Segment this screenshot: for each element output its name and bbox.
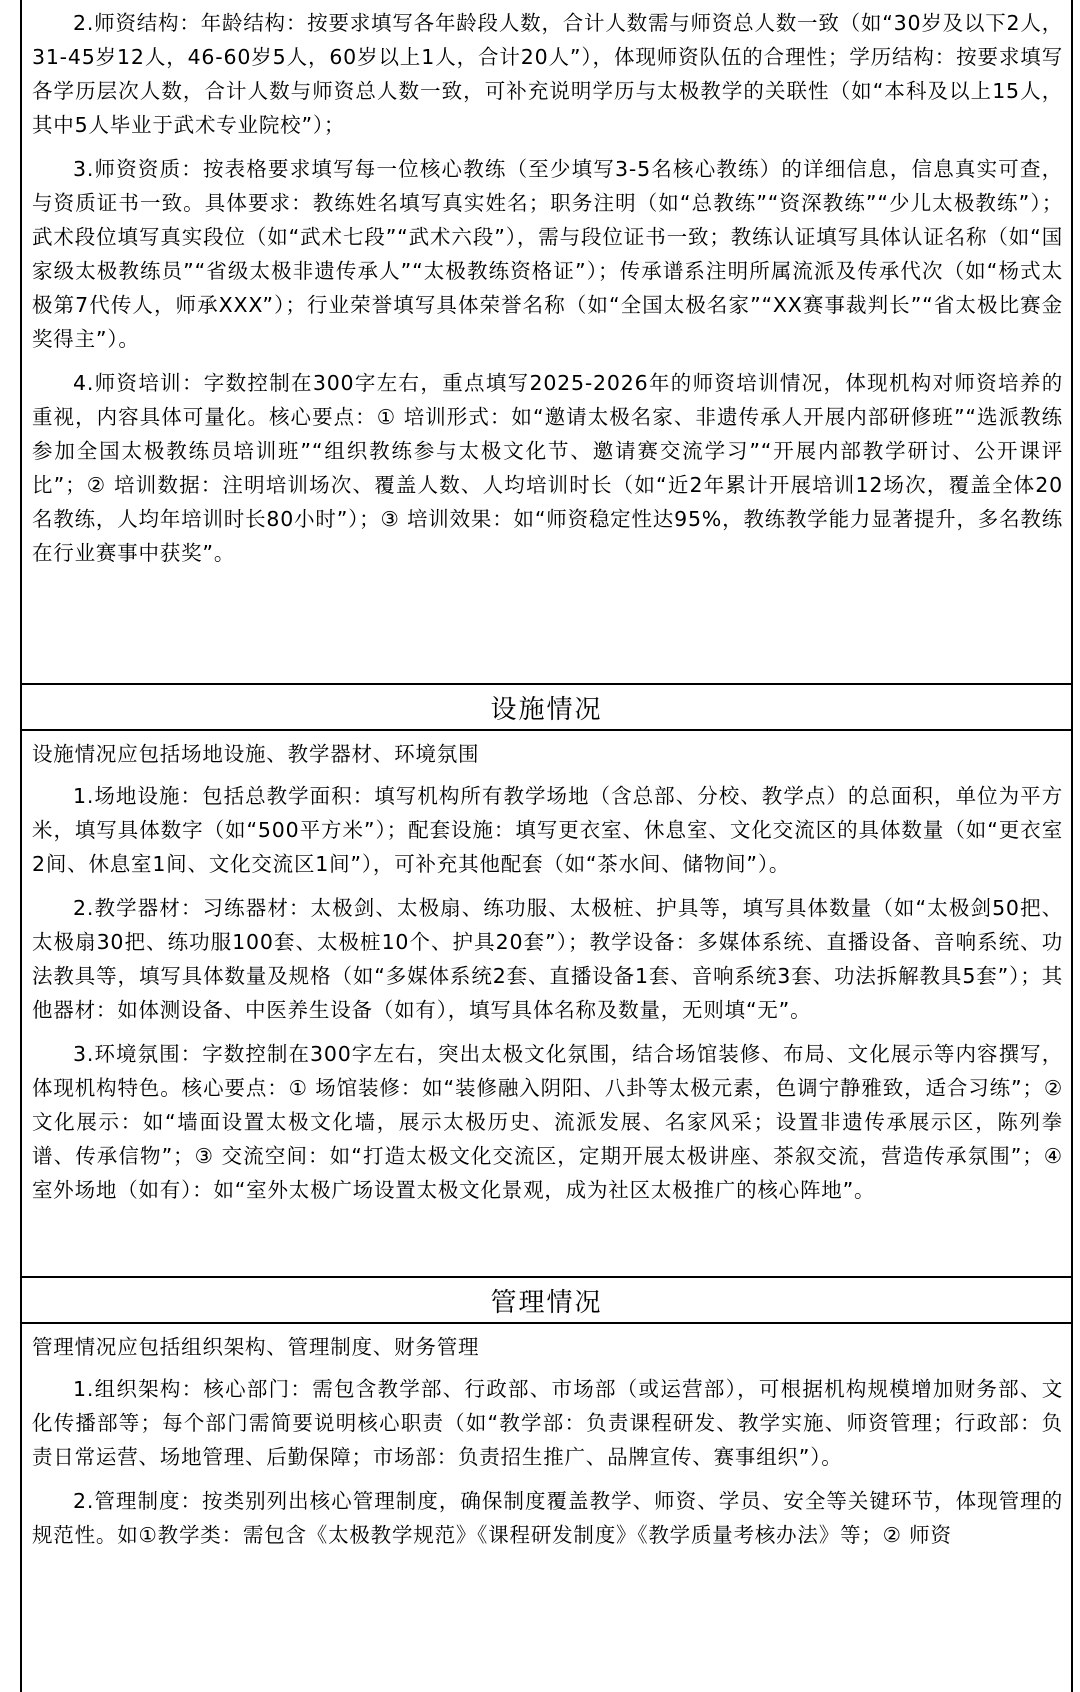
venue-facilities-paragraph: 1.场地设施：包括总教学面积：填写机构所有教学场地（含总部、分校、教学点）的总面积，单位为平方米，填写具体数字（如“500平方米”）；配套设施：填写更衣室、休息室、文化交流区的具体数量（如“更衣室2间、休息室1间、文化交流区1间”），可补充其他配套（如“茶水间、储物间”）。 xyxy=(32,784,1063,876)
management-intro: 管理情况应包括组织架构、管理制度、财务管理 xyxy=(32,1335,480,1359)
management-system-paragraph: 2.管理制度：按类别列出核心管理制度，确保制度覆盖教学、师资、学员、安全等关键环节，体现管理的规范性。如①教学类：需包含《太极教学规范》《课程研发制度》《教学质量考核办法》等；② 师资 xyxy=(32,1489,1063,1547)
facilities-intro: 设施情况应包括场地设施、教学器材、环境氛围 xyxy=(32,742,480,766)
teacher-section-cell xyxy=(22,0,1071,683)
teaching-equipment-paragraph: 2.教学器材：习练器材：太极剑、太极扇、练功服、太极桩、护具等，填写具体数量（如“太极剑50把、太极扇30把、练功服100套、太极桩10个、护具20套”）；教学设备：多媒体系统、直播设备、音响系统、功法教具等，填写具体数量及规格（如“多媒体系统2套、直播设备1套、音响系统3套、功法拆解教具5套”）；其他器材：如体测设备、中医养生设备（如有），填写具体名称及数量，无则填“无”。 xyxy=(32,896,1063,1022)
management-heading: 管理情况 xyxy=(490,1287,603,1318)
facilities-section-cell xyxy=(22,731,1071,1276)
teacher-structure-paragraph: 2.师资结构：年龄结构：按要求填写各年龄段人数，合计人数需与师资总人数一致（如“30岁及以下2人，31-45岁12人，46-60岁5人，60岁以上1人，合计20人”），体现师资队伍的合理性；学历结构：按要求填写各学历层次人数，合计人数与师资总人数一致，可补充说明学历与太极教学的关联性（如“本科及以上15人，其中5人毕业于武术专业院校”）； xyxy=(32,11,1064,137)
environment-paragraph: 3.环境氛围：字数控制在300字左右，突出太极文化氛围，结合场馆装修、布局、文化展示等内容撰写，体现机构特色。核心要点：① 场馆装修：如“装修融入阴阳、八卦等太极元素，色调宁静雅致，适合习练”；② 文化展示：如“墙面设置太极文化墙，展示太极历史、流派发展、名家风采；设置非遗传承展示区，陈列拳谱、传承信物”；③ 交流空间：如“打造太极文化交流区，定期开展太极讲座、茶叙交流，营造传承氛围”；④ 室外场地（如有）：如“室外太极广场设置太极文化景观，成为社区太极推广的核心阵地”。 xyxy=(32,1042,1063,1202)
teacher-qualification-paragraph: 3.师资资质：按表格要求填写每一位核心教练（至少填写3-5名核心教练）的详细信息，信息真实可查，与资质证书一致。具体要求：教练姓名填写真实姓名；职务注明（如“总教练”“资深教练”“少儿太极教练”）；武术段位填写真实段位（如“武术七段”“武术六段”），需与段位证书一致；教练认证填写具体认证名称（如“国家级太极教练员”“省级太极非遗传承人”“太极教练资格证”）；传承谱系注明所属流派及传承代次（如“杨式太极第7代传人，师承XXX”）；行业荣誉填写具体荣誉名称（如“全国太极名家”“XX赛事裁判长”“省太极比赛金奖得主”）。 xyxy=(32,157,1063,351)
management-heading-row xyxy=(22,1276,1071,1324)
org-structure-paragraph: 1.组织架构：核心部门：需包含教学部、行政部、市场部（或运营部），可根据机构规模增加财务部、文化传播部等；每个部门需简要说明核心职责（如“教学部：负责课程研发、教学实施、师资管理；行政部：负责日常运营、场地管理、后勤保障；市场部：负责招生推广、品牌宣传、赛事组织”）。 xyxy=(32,1377,1063,1469)
facilities-heading: 设施情况 xyxy=(490,694,603,725)
facilities-heading-row xyxy=(22,683,1071,731)
teacher-training-paragraph: 4.师资培训：字数控制在300字左右，重点填写2025-2026年的师资培训情况，体现机构对师资培养的重视，内容具体可量化。核心要点：① 培训形式：如“邀请太极名家、非遗传承人开展内部研修班”“选派教练参加全国太极教练员培训班”“组织教练参与太极文化节、邀请赛交流学习”“开展内部教学研讨、公开课评比”；② 培训数据：注明培训场次、覆盖人数、人均培训时长（如“近2年累计开展培训12场次，覆盖全体20名教练，人均年培训时长80小时”）；③ 培训效果：如“师资稳定性达95%，教练教学能力显著提升，多名教练在行业赛事中获奖”。 xyxy=(32,371,1063,565)
form-table xyxy=(20,0,1073,1692)
management-section-cell xyxy=(22,1324,1071,1552)
